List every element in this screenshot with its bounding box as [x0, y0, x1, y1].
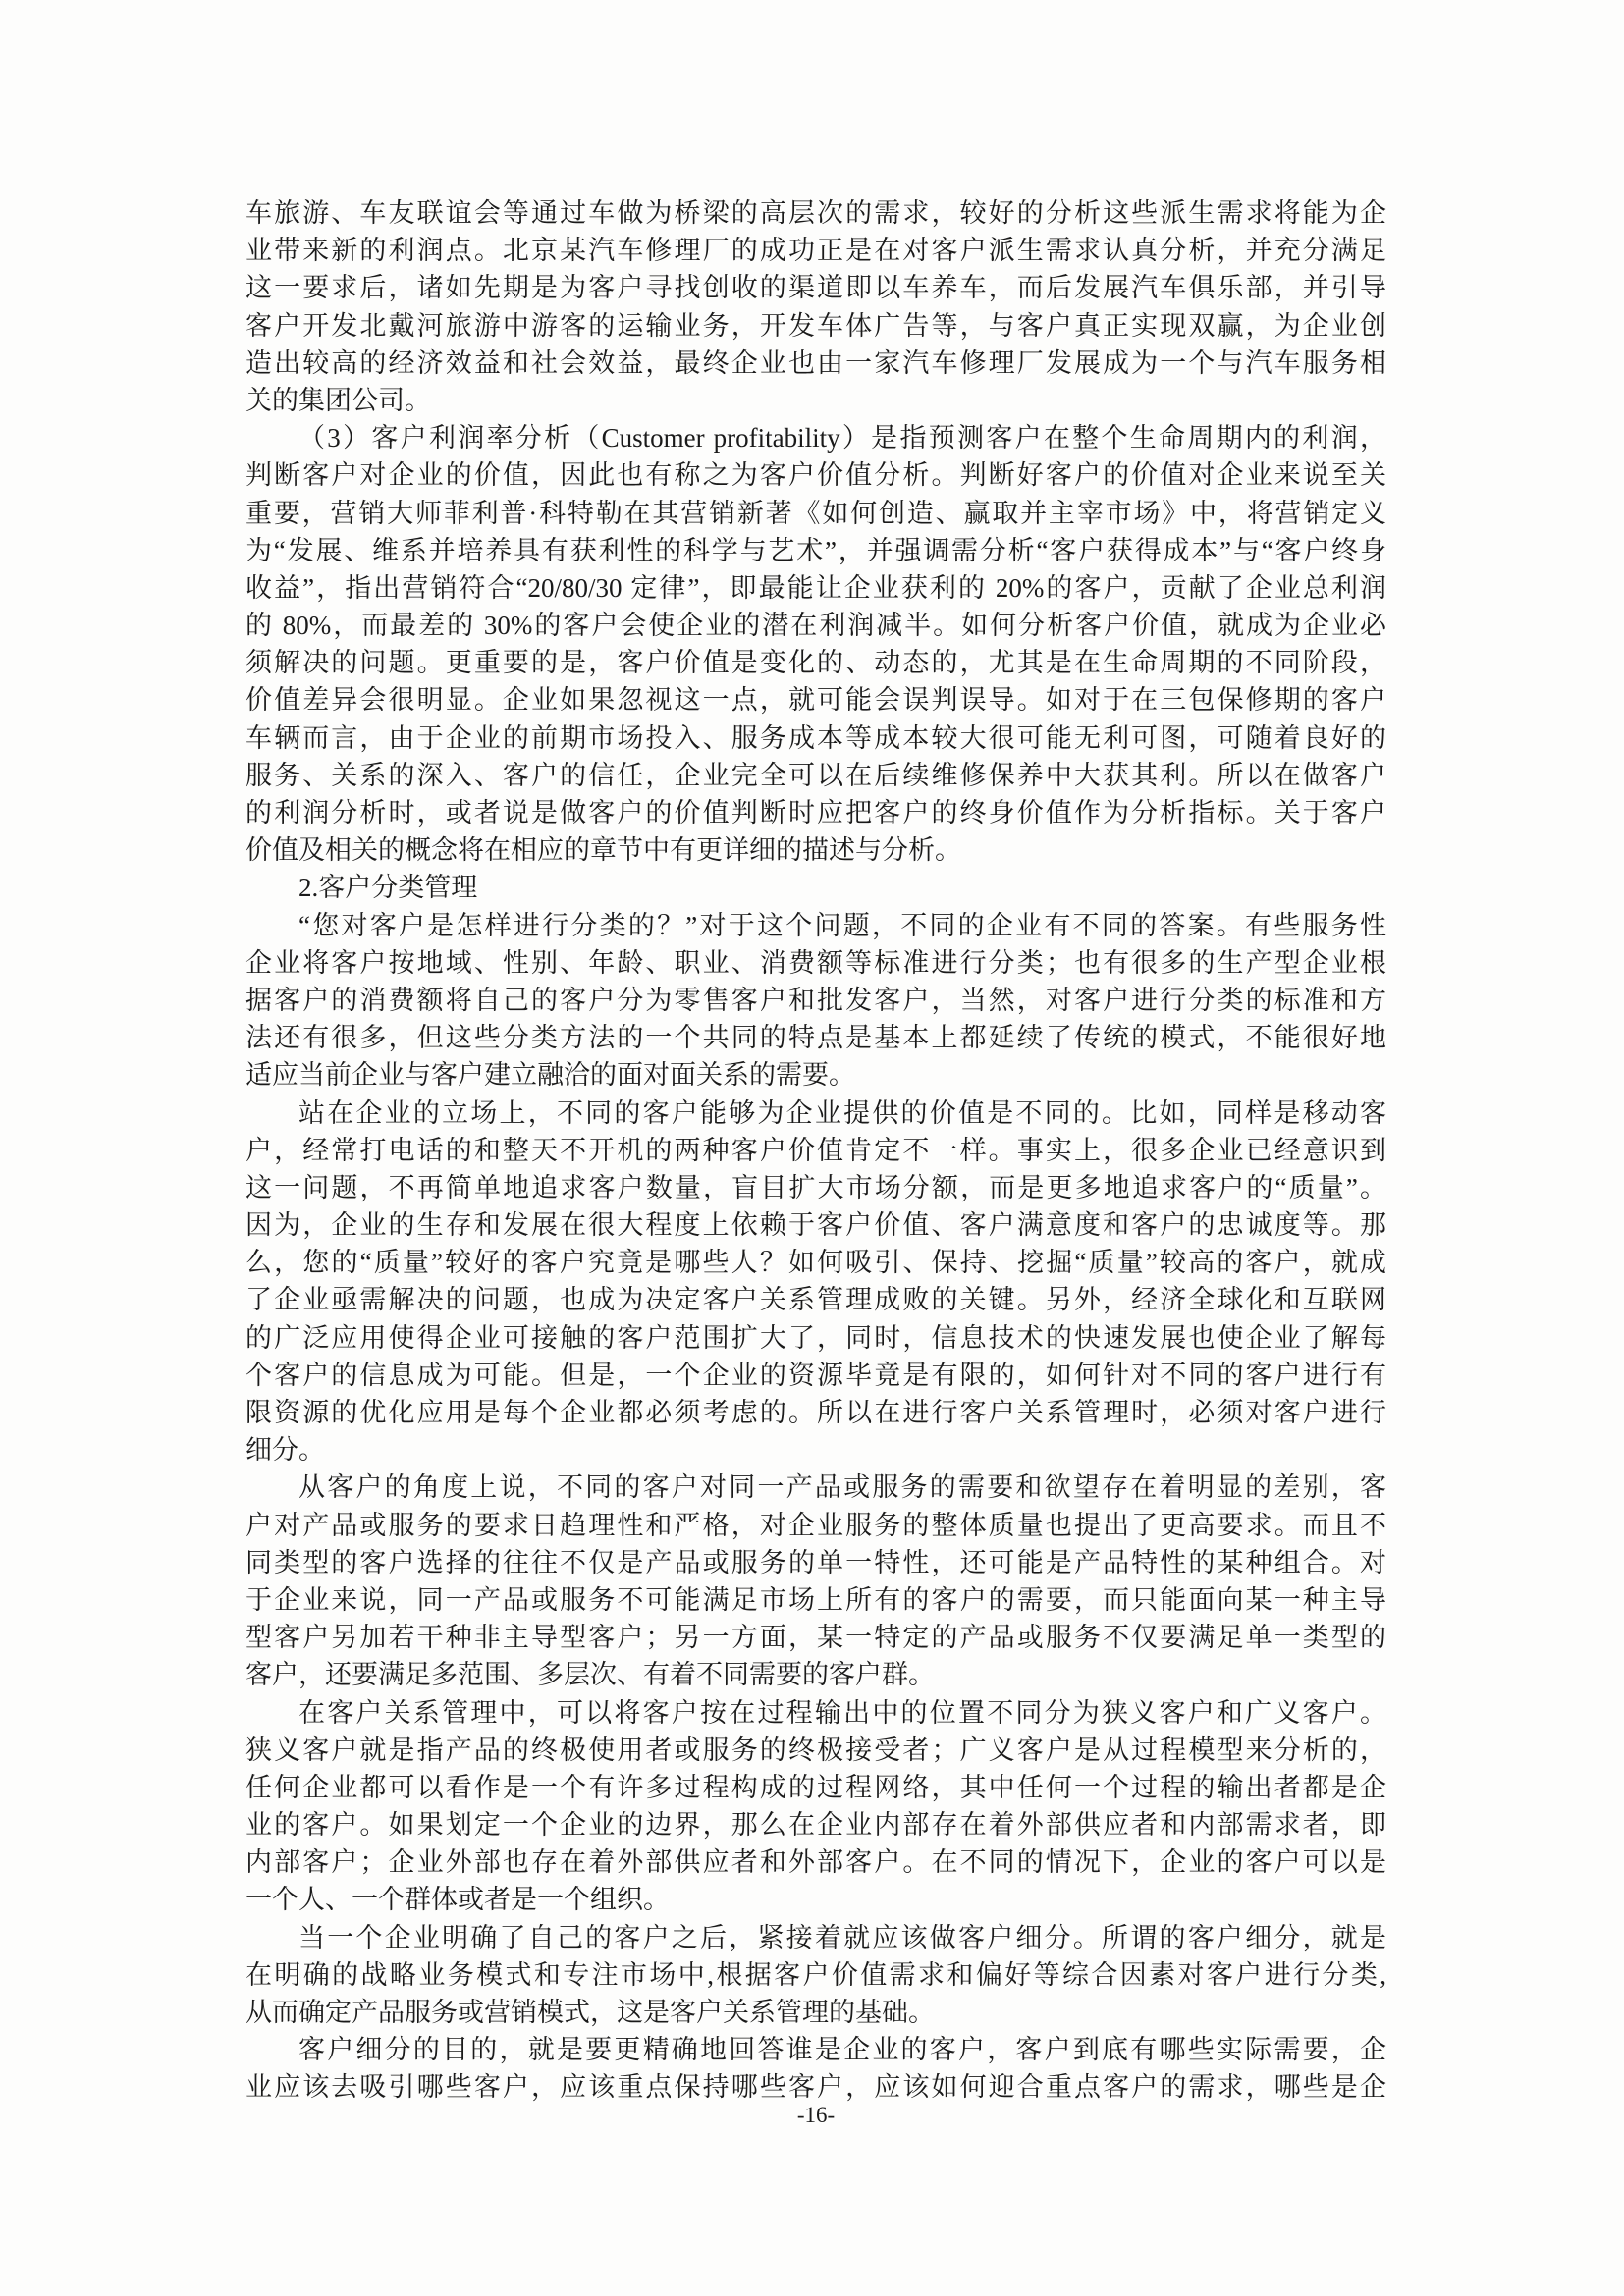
text-line: 的广泛应用使得企业可接触的客户范围扩大了，同时，信息技术的快速发展也使企业了解每 [245, 1322, 1386, 1353]
text-line: 从客户的角度上说，不同的客户对同一产品或服务的需要和欲望存在着明显的差别，客 [298, 1472, 1386, 1503]
page-number: -16- [796, 2103, 836, 2127]
text-line: 这一要求后，诸如先期是为客户寻找创收的渠道即以车养车，而后发展汽车俱乐部，并引导 [245, 273, 1386, 303]
text-line: 造出较高的经济效益和社会效益，最终企业也由一家汽车修理厂发展成为一个与汽车服务相 [245, 347, 1386, 378]
text-line: 车旅游、车友联谊会等通过车做为桥梁的高层次的需求，较好的分析这些派生需求将能为企 [245, 198, 1386, 228]
text-line: 适应当前企业与客户建立融洽的面对面关系的需要。 [245, 1060, 855, 1091]
text-line: 客户开发北戴河旅游中游客的运输业务，开发车体广告等，与客户真正实现双赢，为企业创 [245, 310, 1386, 341]
text-line: 收益”，指出营销符合“20/80/30 定律”，即最能让企业获利的 20%的客户，贡献了企业总利润 [245, 572, 1386, 603]
text-line: 价值及相关的概念将在相应的章节中有更详细的描述与分析。 [245, 835, 961, 866]
text-line: 业带来新的利润点。北京某汽车修理厂的成功正是在对客户派生需求认真分析，并充分满足 [245, 236, 1386, 266]
text-line: 企业将客户按地域、性别、年龄、职业、消费额等标准进行分类；也有很多的生产型企业根 [245, 947, 1386, 978]
text-line: 客户，还要满足多范围、多层次、有着不同需要的客户群。 [245, 1660, 935, 1690]
text-line: （3）客户利润率分析（Customer profitability）是指预测客户在整个生命周期内的利润， [298, 423, 1386, 454]
text-line: 这一问题，不再简单地追求客户数量，盲目扩大市场分额，而是更多地追求客户的“质量”。 [245, 1172, 1386, 1202]
text-line: 业应该去吸引哪些客户，应该重点保持哪些客户，应该如何迎合重点客户的需求，哪些是企 [245, 2072, 1386, 2103]
text-line: 狭义客户就是指产品的终极使用者或服务的终极接受者；广义客户是从过程模型来分析的， [245, 1735, 1386, 1765]
text-line: 为“发展、维系并培养具有获利性的科学与艺术”，并强调需分析“客户获得成本”与“客户终身 [245, 535, 1386, 565]
text-line: 据客户的消费额将自己的客户分为零售客户和批发客户，当然，对客户进行分类的标准和方 [245, 985, 1386, 1015]
text-line: 限资源的优化应用是每个企业都必须考虑的。所以在进行客户关系管理时，必须对客户进行 [245, 1398, 1386, 1427]
text-line: “您对客户是怎样进行分类的？”对于这个问题，不同的企业有不同的答案。有些服务性 [298, 910, 1386, 940]
text-line: 的 80%，而最差的 30%的客户会使企业的潜在利润减半。如何分析客户价值，就成为企业必 [245, 611, 1386, 641]
text-line: 须解决的问题。更重要的是，客户价值是变化的、动态的，尤其是在生命周期的不同阶段， [245, 648, 1386, 678]
text-line: 2.客户分类管理 [298, 873, 478, 903]
text-line: 个客户的信息成为可能。但是，一个企业的资源毕竟是有限的，如何针对不同的客户进行有 [245, 1360, 1386, 1390]
text-line: 一个人、一个群体或者是一个组织。 [245, 1885, 670, 1915]
text-line: 因为，企业的生存和发展在很大程度上依赖于客户价值、客户满意度和客户的忠诚度等。那 [245, 1210, 1386, 1241]
text-line: 客户细分的目的，就是要更精确地回答谁是企业的客户，客户到底有哪些实际需要，企 [298, 2035, 1386, 2065]
text-line: 户，经常打电话的和整天不开机的两种客户价值肯定不一样。事实上，很多企业已经意识到 [245, 1135, 1386, 1165]
text-line: 关的集团公司。 [245, 385, 431, 415]
text-line: 当一个企业明确了自己的客户之后，紧接着就应该做客户细分。所谓的客户细分，就是 [298, 1922, 1386, 1952]
text-line: 在客户关系管理中，可以将客户按在过程输出中的位置不同分为狭义客户和广义客户。 [298, 1697, 1386, 1728]
text-line: 任何企业都可以看作是一个有许多过程构成的过程网络，其中任何一个过程的输出者都是企 [245, 1772, 1386, 1802]
text-line: 细分。 [245, 1435, 325, 1466]
text-column [245, 194, 1386, 2107]
text-line: 从而确定产品服务或营销模式，这是客户关系管理的基础。 [245, 1998, 935, 2027]
text-line: 重要，营销大师菲利普·科特勒在其营销新著《如何创造、赢取并主宰市场》中，将营销定义 [245, 498, 1386, 528]
text-line: 业的客户。如果划定一个企业的边界，那么在企业内部存在着外部供应者和内部需求者，即 [245, 1810, 1386, 1841]
text-line: 在明确的战略业务模式和专注市场中,根据客户价值需求和偏好等综合因素对客户进行分类, [245, 1959, 1386, 1990]
page-footer [245, 2101, 1386, 2130]
text-line: 判断客户对企业的价值，因此也有称之为客户价值分析。判断好客户的价值对企业来说至关 [245, 460, 1386, 491]
text-line: 的利润分析时，或者说是做客户的价值判断时应把客户的终身价值作为分析指标。关于客户 [245, 798, 1386, 828]
text-line: 么，您的“质量”较好的客户究竟是哪些人？如何吸引、保持、挖掘“质量”较高的客户，就成 [245, 1248, 1386, 1278]
text-line: 了企业亟需解决的问题，也成为决定客户关系管理成败的关键。另外，经济全球化和互联网 [245, 1285, 1386, 1315]
text-line: 内部客户；企业外部也存在着外部供应者和外部客户。在不同的情况下，企业的客户可以是 [245, 1847, 1386, 1878]
text-line: 站在企业的立场上，不同的客户能够为企业提供的价值是不同的。比如，同样是移动客 [298, 1097, 1386, 1128]
text-line: 车辆而言，由于企业的前期市场投入、服务成本等成本较大很可能无利可图，可随着良好的 [245, 722, 1386, 753]
text-line: 法还有很多，但这些分类方法的一个共同的特点是基本上都延续了传统的模式，不能很好地 [245, 1023, 1386, 1053]
text-line: 于企业来说，同一产品或服务不可能满足市场上所有的客户的需要，而只能面向某一种主导 [245, 1584, 1386, 1615]
text-line: 服务、关系的深入、客户的信任，企业完全可以在后续维修保养中大获其利。所以在做客户 [245, 760, 1386, 790]
text-line: 同类型的客户选择的往往不仅是产品或服务的单一特性，还可能是产品特性的某种组合。对 [245, 1547, 1386, 1577]
text-line: 型客户另加若干种非主导型客户；另一方面，某一特定的产品或服务不仅要满足单一类型的 [245, 1623, 1386, 1653]
text-line: 户对产品或服务的要求日趋理性和严格，对企业服务的整体质量也提出了更高要求。而且不 [245, 1510, 1386, 1540]
text-line: 价值差异会很明显。企业如果忽视这一点，就可能会误判误导。如对于在三包保修期的客户 [245, 685, 1386, 716]
